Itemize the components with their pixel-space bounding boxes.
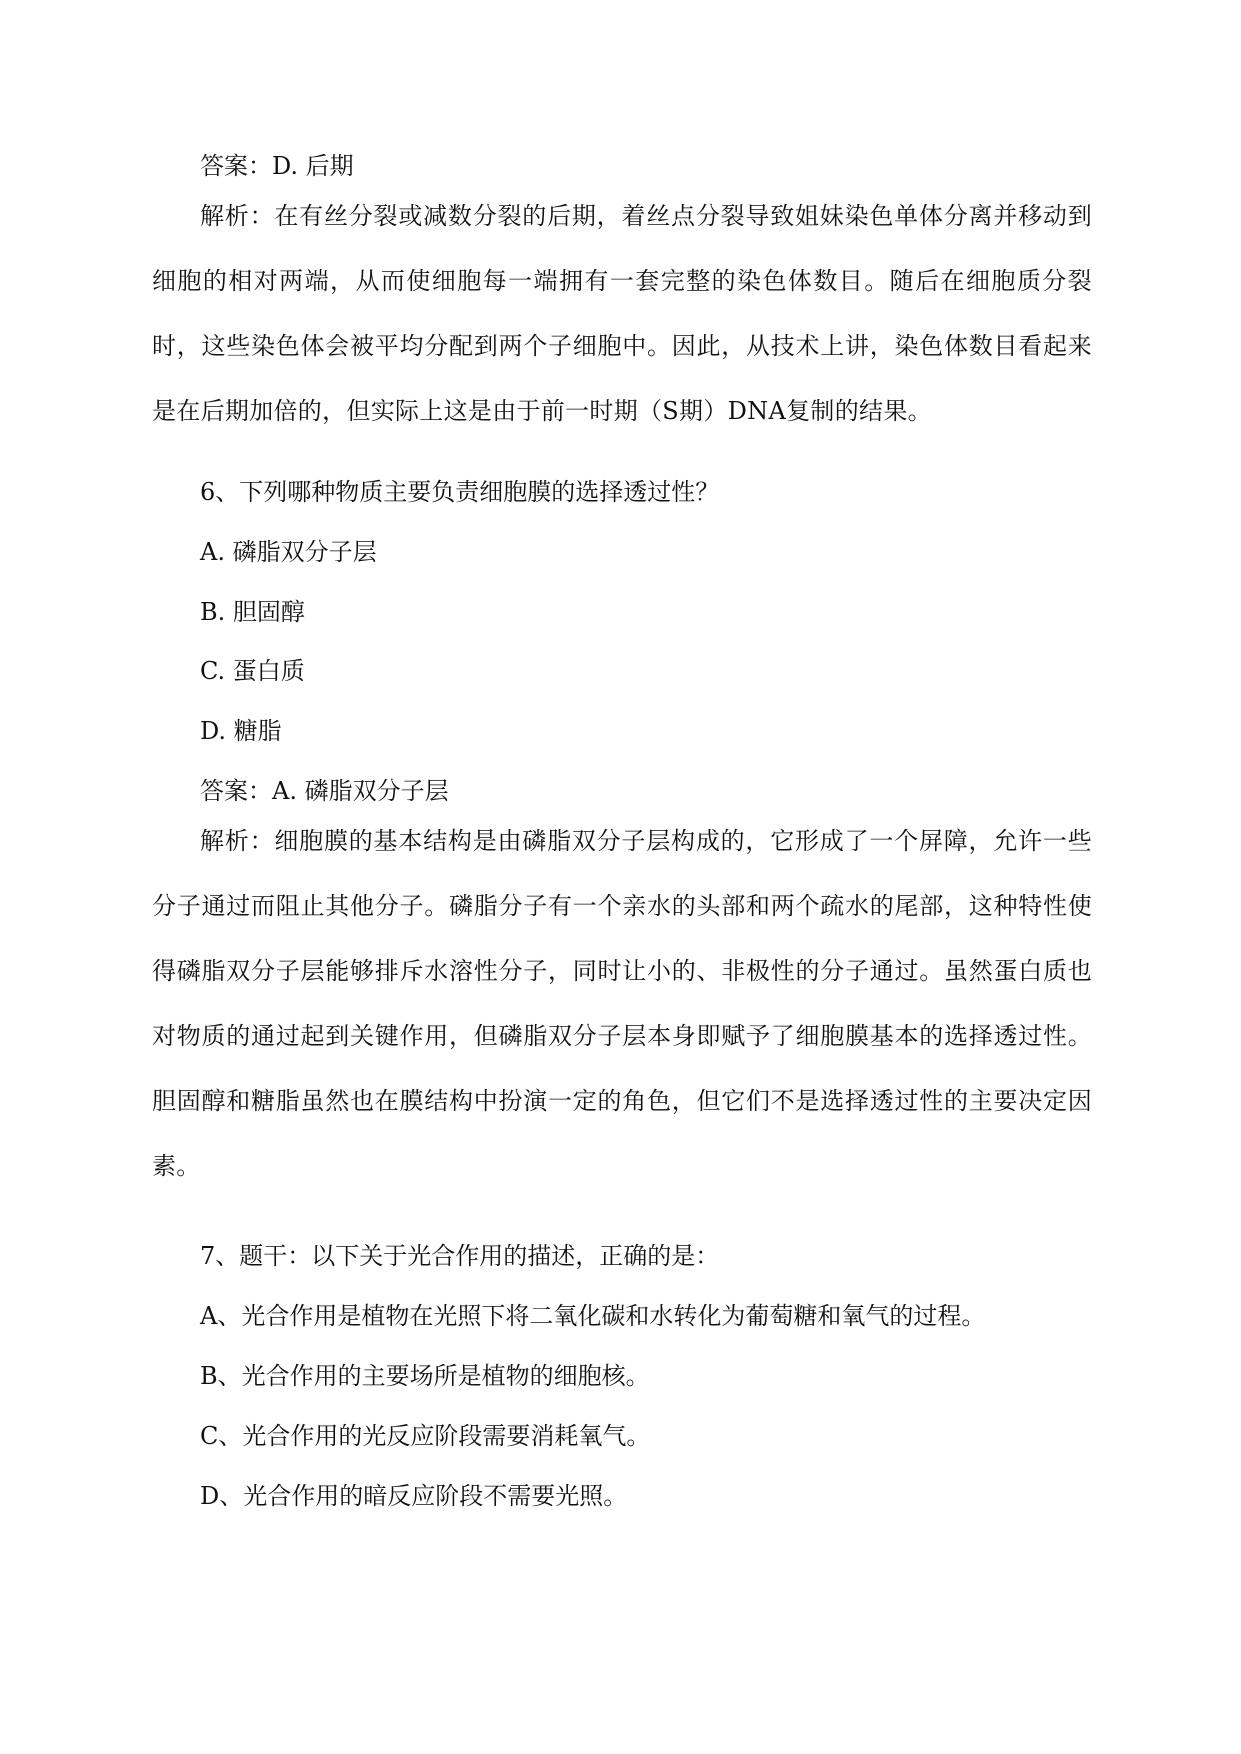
q7-option-d: D、光合作用的暗反应阶段不需要光照。 bbox=[200, 1482, 628, 1510]
q6-analysis: 解析：细胞膜的基本结构是由磷脂双分子层构成的，它形成了一个屏障，允许一些分子通过而阻止其他分子。磷脂分子有一个亲水的头部和两个疏水的尾部，这种特性使得磷脂双分子层能够排斥水溶性分子，同时让小的、非极性的分子通过。虽然蛋白质也对物质的通过起到关键作用，但磷脂双分子层本身即赋予了细胞膜基本的选择透过性。胆固醇和糖脂虽然也在膜结构中扮演一定的角色，但它们不是选择透过性的主要决定因素。 bbox=[152, 827, 1092, 1180]
q6-question: 6、下列哪种物质主要负责细胞膜的选择透过性？ bbox=[200, 478, 720, 506]
q6-option-c: C. 蛋白质 bbox=[200, 657, 305, 685]
q6-option-d: D. 糖脂 bbox=[200, 717, 282, 745]
q6-answer: 答案：A. 磷脂双分子层 bbox=[200, 777, 449, 805]
q6-option-a: A. 磷脂双分子层 bbox=[200, 538, 377, 566]
q7-question: 7、题干：以下关于光合作用的描述，正确的是： bbox=[200, 1242, 720, 1270]
q7-option-b: B、光合作用的主要场所是植物的细胞核。 bbox=[200, 1362, 650, 1390]
q7-option-c: C、光合作用的光反应阶段需要消耗氧气。 bbox=[200, 1422, 651, 1450]
q5-analysis: 解析：在有丝分裂或减数分裂的后期，着丝点分裂导致姐妹染色单体分离并移动到细胞的相对两端，从而使细胞每一端拥有一套完整的染色体数目。随后在细胞质分裂时，这些染色体会被平均分配到两个子细胞中。因此，从技术上讲，染色体数目看起来是在后期加倍的，但实际上这是由于前一时期（S期）DNA复制的结果。 bbox=[152, 202, 1092, 425]
q7-option-a: A、光合作用是植物在光照下将二氧化碳和水转化为葡萄糖和氧气的过程。 bbox=[200, 1302, 986, 1330]
q5-answer: 答案：D. 后期 bbox=[200, 152, 354, 180]
q6-option-b: B. 胆固醇 bbox=[200, 598, 305, 626]
